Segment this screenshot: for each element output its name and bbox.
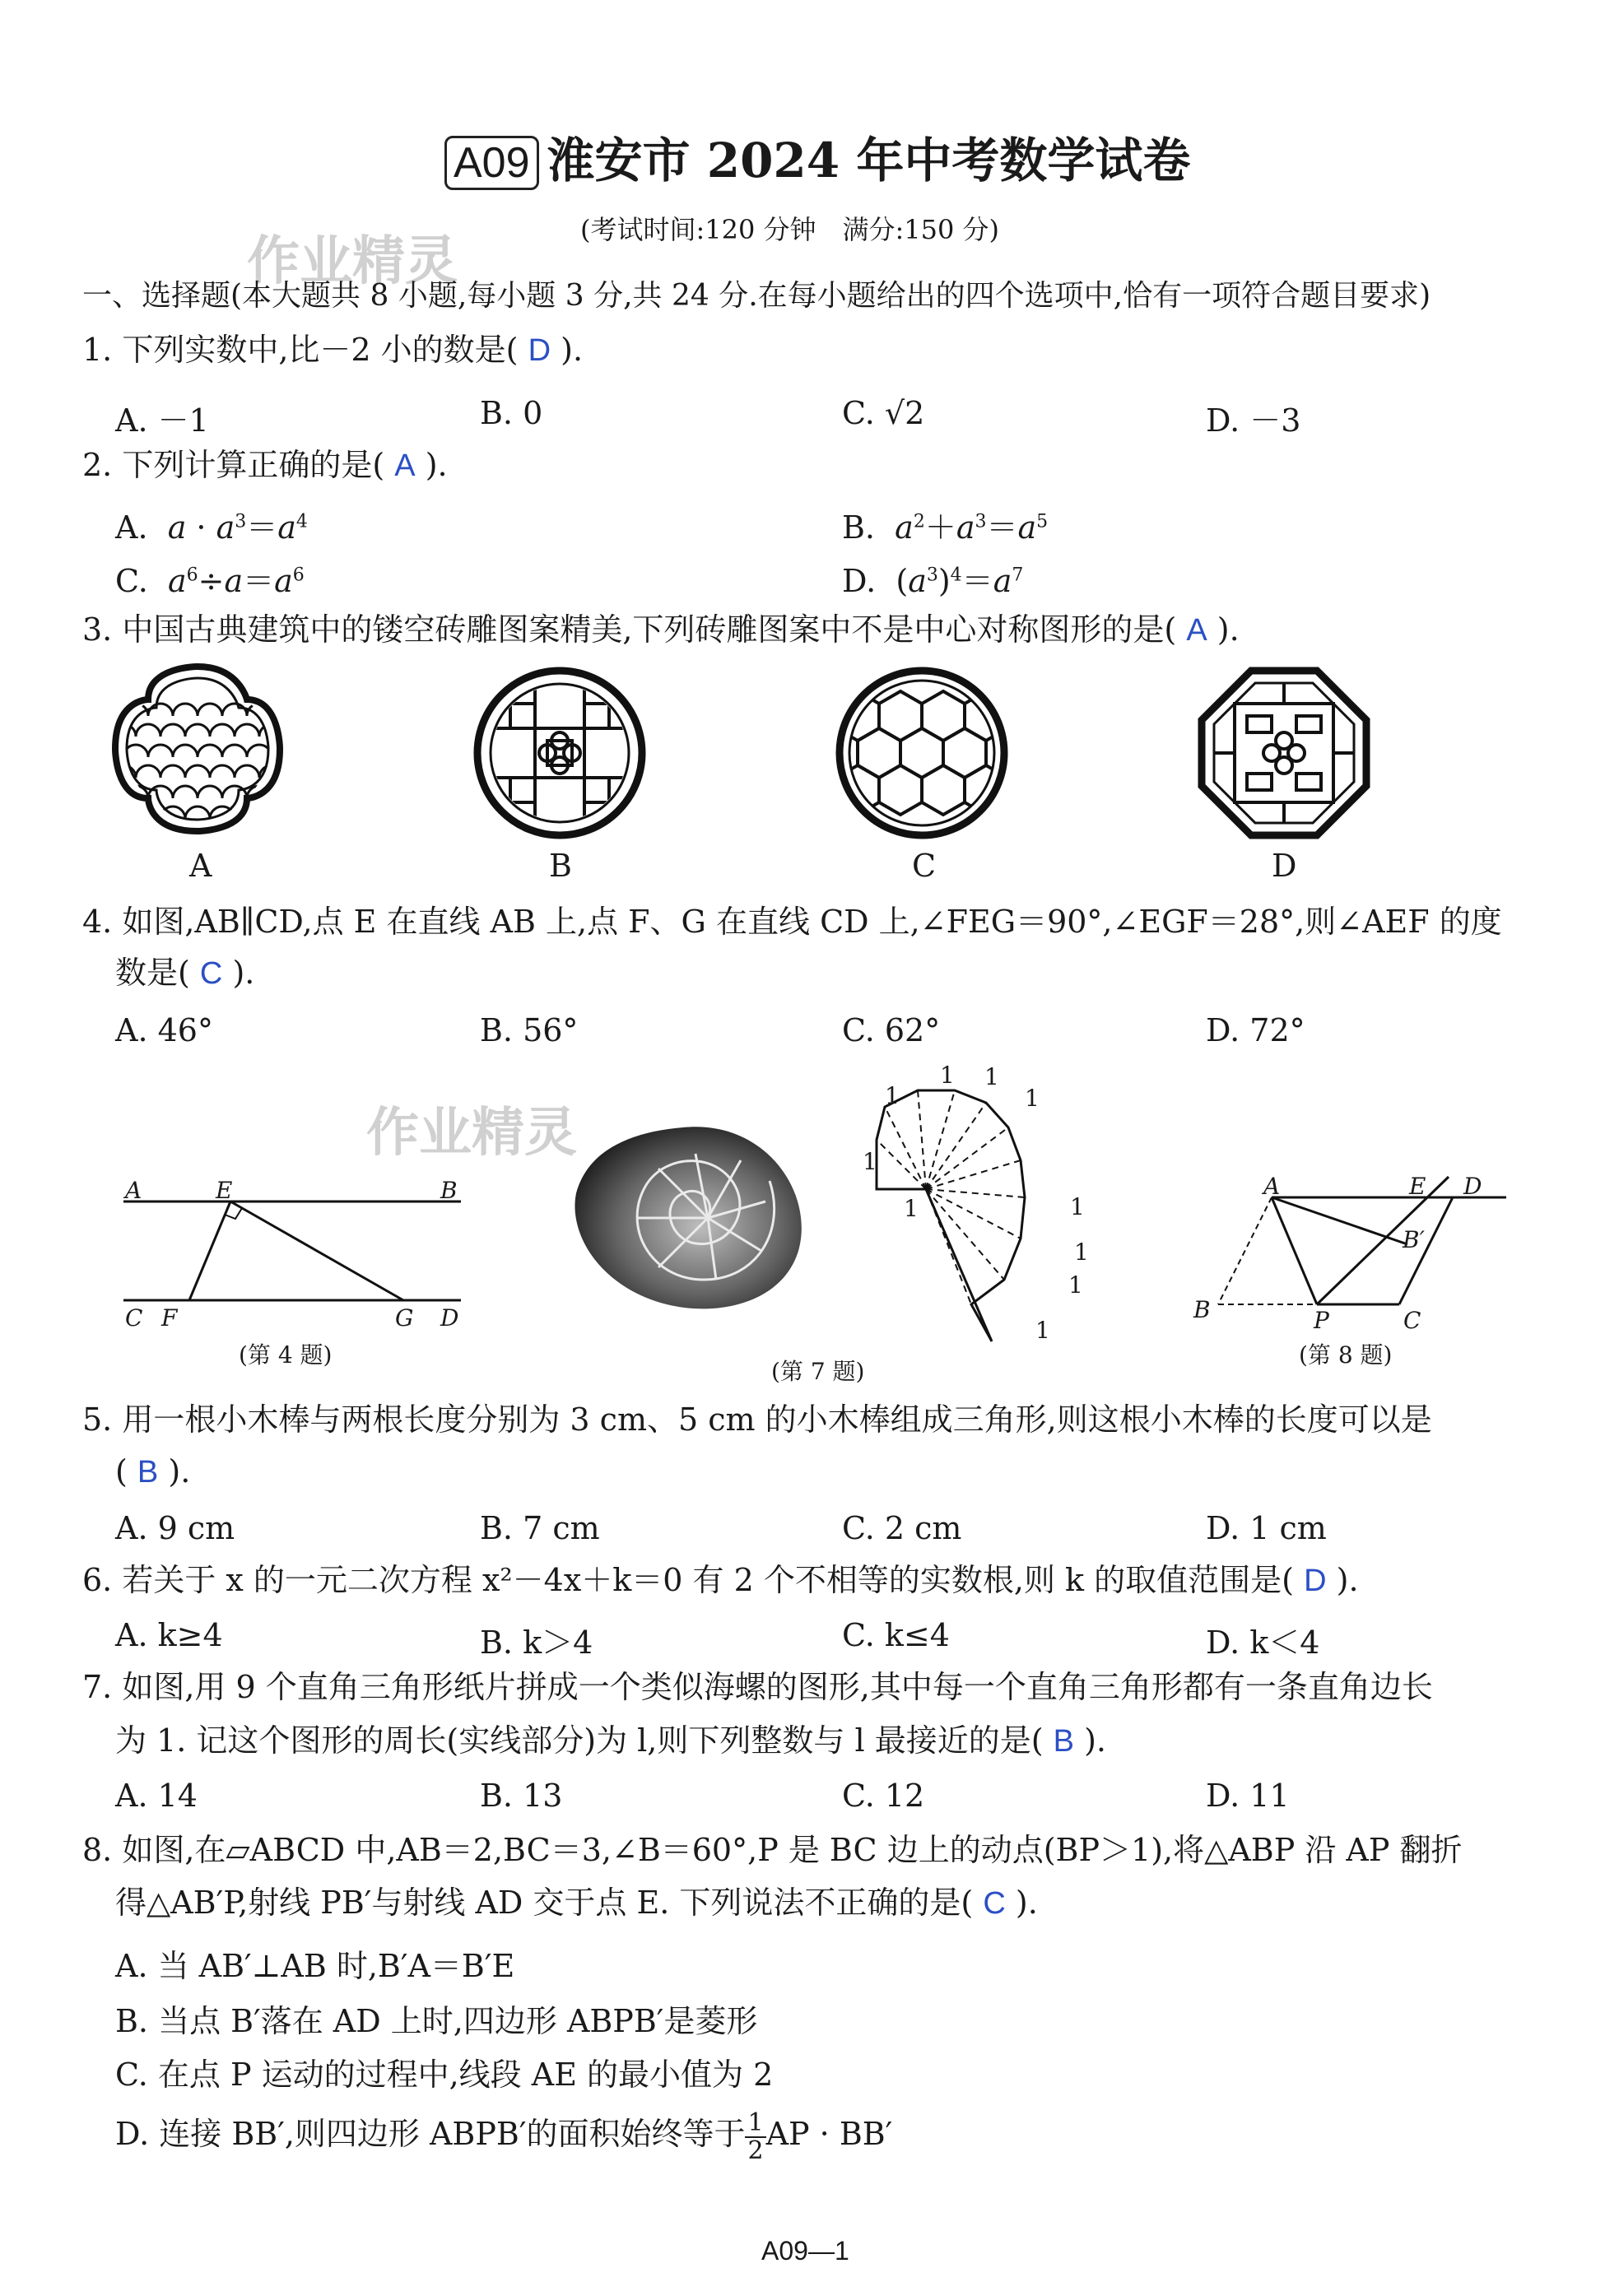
- q1-option-a: A. －1: [115, 402, 209, 439]
- fig4-label-g: G: [395, 1304, 414, 1332]
- q3-label-b: B: [549, 848, 572, 884]
- fig4-caption: (第 4 题): [239, 1341, 333, 1369]
- q5-option-d: D. 1 cm: [1206, 1510, 1327, 1546]
- fig4-label-f: F: [161, 1304, 178, 1332]
- q2-option-a: A. $a \cdot a^3=a^4$: [115, 509, 308, 546]
- pattern-c-icon: [836, 671, 1007, 835]
- page-title: [444, 122, 1190, 191]
- q2-option-d: D. $(a^3)^4=a^7$: [842, 563, 1024, 599]
- fig8-label-b: B: [1193, 1296, 1211, 1323]
- q6-option-b: B. k＞4: [480, 1624, 593, 1661]
- fig7-label-1c: 1: [984, 1063, 999, 1090]
- fig8-label-d: D: [1463, 1173, 1482, 1200]
- pattern-a-icon: [111, 667, 284, 831]
- paper-tag: A09: [444, 136, 539, 190]
- q2-option-b: B. $a^2+a^3=a^5$: [842, 509, 1049, 546]
- q3-label-c: C: [912, 848, 937, 884]
- q3-label-d: D: [1272, 848, 1297, 884]
- q5-option-a: A. 9 cm: [115, 1510, 235, 1546]
- watermark-mid: 作业精灵: [366, 1103, 577, 1164]
- q7-option-a: A. 14: [115, 1778, 198, 1814]
- q1-option-c: C. √2: [842, 395, 925, 431]
- q6-option-a: A. k≥4: [115, 1617, 223, 1653]
- answer-2: A: [394, 449, 416, 483]
- question-5-line1: 5. 用一根小木棒与两根长度分别为 3 cm、5 cm 的小木棒组成三角形,则这根小木棒的长度可以是: [82, 1401, 1432, 1438]
- fig7-caption: (第 7 题): [771, 1358, 865, 1385]
- fig8-label-p: P: [1314, 1307, 1329, 1334]
- q6-option-d: D. k＜4: [1206, 1624, 1320, 1661]
- pattern-d-icon: [1202, 671, 1366, 835]
- fig8-label-c: C: [1403, 1307, 1421, 1334]
- fig7-label-1e: 1: [863, 1148, 877, 1175]
- q8-option-c: C. 在点 P 运动的过程中,线段 AE 的最小值为 2: [115, 2057, 774, 2093]
- title-text: 淮安市 2024 年中考数学试卷: [547, 132, 1191, 188]
- question-6: 6. 若关于 x 的一元二次方程 x²－4x＋k＝0 有 2 个不相等的实数根,则 k 的取值范围是( D ).: [82, 1562, 1359, 1598]
- fig7-label-1j: 1: [1035, 1317, 1050, 1344]
- answer-3: A: [1186, 613, 1207, 648]
- q3-label-a: A: [189, 848, 212, 884]
- q4-option-b: B. 56°: [480, 1012, 579, 1048]
- q1-option-b: B. 0: [480, 395, 543, 431]
- question-7-line1: 7. 如图,用 9 个直角三角形纸片拼成一个类似海螺的图形,其中每一个直角三角形都有一条直角边长: [82, 1669, 1433, 1705]
- answer-8: C: [983, 1886, 1006, 1921]
- answer-4: C: [199, 956, 223, 991]
- q8-option-d: D. 连接 BB′,则四边形 ABPB′的面积始终等于 $\frac{1}{2}$ AP · BB′: [115, 2108, 893, 2165]
- q4-option-a: A. 46°: [115, 1012, 213, 1048]
- question-2: 2. 下列计算正确的是( A ).: [82, 447, 448, 483]
- q4-option-c: C. 62°: [842, 1012, 941, 1048]
- fig8-label-e: E: [1409, 1173, 1426, 1200]
- fig4-label-a: A: [125, 1177, 142, 1204]
- q8-option-b: B. 当点 B′落在 AD 上时,四边形 ABPB′是菱形: [115, 2003, 758, 2039]
- fig8-label-a: A: [1263, 1173, 1281, 1200]
- watermark-top: 作业精灵: [247, 231, 458, 292]
- q6-option-c: C. k≤4: [842, 1617, 950, 1653]
- question-7-line2: 为 1. 记这个图形的周长(实线部分)为 l,则下列整数与 l 最接近的是( B ).: [115, 1722, 1106, 1759]
- answer-6: D: [1304, 1564, 1327, 1598]
- question-4-line1: 4. 如图,AB∥CD,点 E 在直线 AB 上,点 F、G 在直线 CD 上,∠FEG＝90°,∠EGF＝28°,则∠AEF 的度: [82, 904, 1502, 940]
- nautilus-shell-image: [551, 1103, 815, 1317]
- fig4-label-e: E: [216, 1177, 233, 1204]
- fig7-label-1i: 1: [1068, 1271, 1083, 1299]
- q5-option-b: B. 7 cm: [480, 1510, 600, 1546]
- question-3: 3. 中国古典建筑中的镂空砖雕图案精美,下列砖雕图案中不是中心对称图形的是( A ).: [82, 611, 1240, 648]
- question-1: 1. 下列实数中,比－2 小的数是( D ).: [82, 332, 584, 368]
- question-4-line2: 数是( C ).: [115, 955, 255, 991]
- answer-7: B: [1053, 1724, 1074, 1759]
- fig7-label-1h: 1: [1074, 1239, 1089, 1266]
- fig7-label-1a: 1: [885, 1082, 900, 1109]
- q7-option-c: C. 12: [842, 1778, 925, 1814]
- q2-option-c: C. $a^6\div a=a^6$: [115, 563, 305, 599]
- fig4-label-c: C: [125, 1304, 143, 1332]
- question-8-line1: 8. 如图,在▱ABCD 中,AB＝2,BC＝3,∠B＝60°,P 是 BC 边上的动点(BP＞1),将△ABP 沿 AP 翻折: [82, 1832, 1463, 1868]
- page-subtitle: (考试时间:120 分钟 满分:150 分): [580, 214, 1000, 245]
- answer-1: D: [528, 333, 551, 368]
- q7-option-b: B. 13: [480, 1778, 563, 1814]
- fraction-one-half: $\frac{1}{2}$: [745, 2110, 765, 2164]
- page-number: A09—1: [761, 2236, 849, 2266]
- section-header: 一、选择题(本大题共 8 小题,每小题 3 分,共 24 分.在每小题给出的四个选项中,恰有一项符合题目要求): [82, 279, 1431, 313]
- q3-patterns: [107, 658, 1391, 848]
- fig8-label-b-prime: B′: [1403, 1226, 1425, 1253]
- q4-option-d: D. 72°: [1206, 1012, 1305, 1048]
- fig7-label-1g: 1: [1070, 1193, 1085, 1220]
- q5-option-c: C. 2 cm: [842, 1510, 962, 1546]
- q7-option-d: D. 11: [1206, 1778, 1290, 1814]
- question-8-line2: 得△AB′P,射线 PB′与射线 AD 交于点 E. 下列说法不正确的是( C ).: [115, 1885, 1038, 1921]
- fig7-label-1d: 1: [1025, 1085, 1040, 1112]
- question-5-line2: ( B ).: [115, 1453, 191, 1490]
- answer-5: B: [137, 1455, 159, 1490]
- pattern-b-icon: [477, 671, 642, 835]
- fig4-label-b: B: [440, 1177, 458, 1204]
- fig7-label-1f: 1: [904, 1195, 919, 1222]
- fig7-label-1b: 1: [940, 1062, 955, 1089]
- q8-option-a: A. 当 AB′⊥AB 时,B′A＝B′E: [115, 1948, 515, 1984]
- fig4-label-d: D: [440, 1304, 459, 1332]
- q1-option-d: D. －3: [1206, 402, 1301, 439]
- fig8-caption: (第 8 题): [1299, 1341, 1393, 1369]
